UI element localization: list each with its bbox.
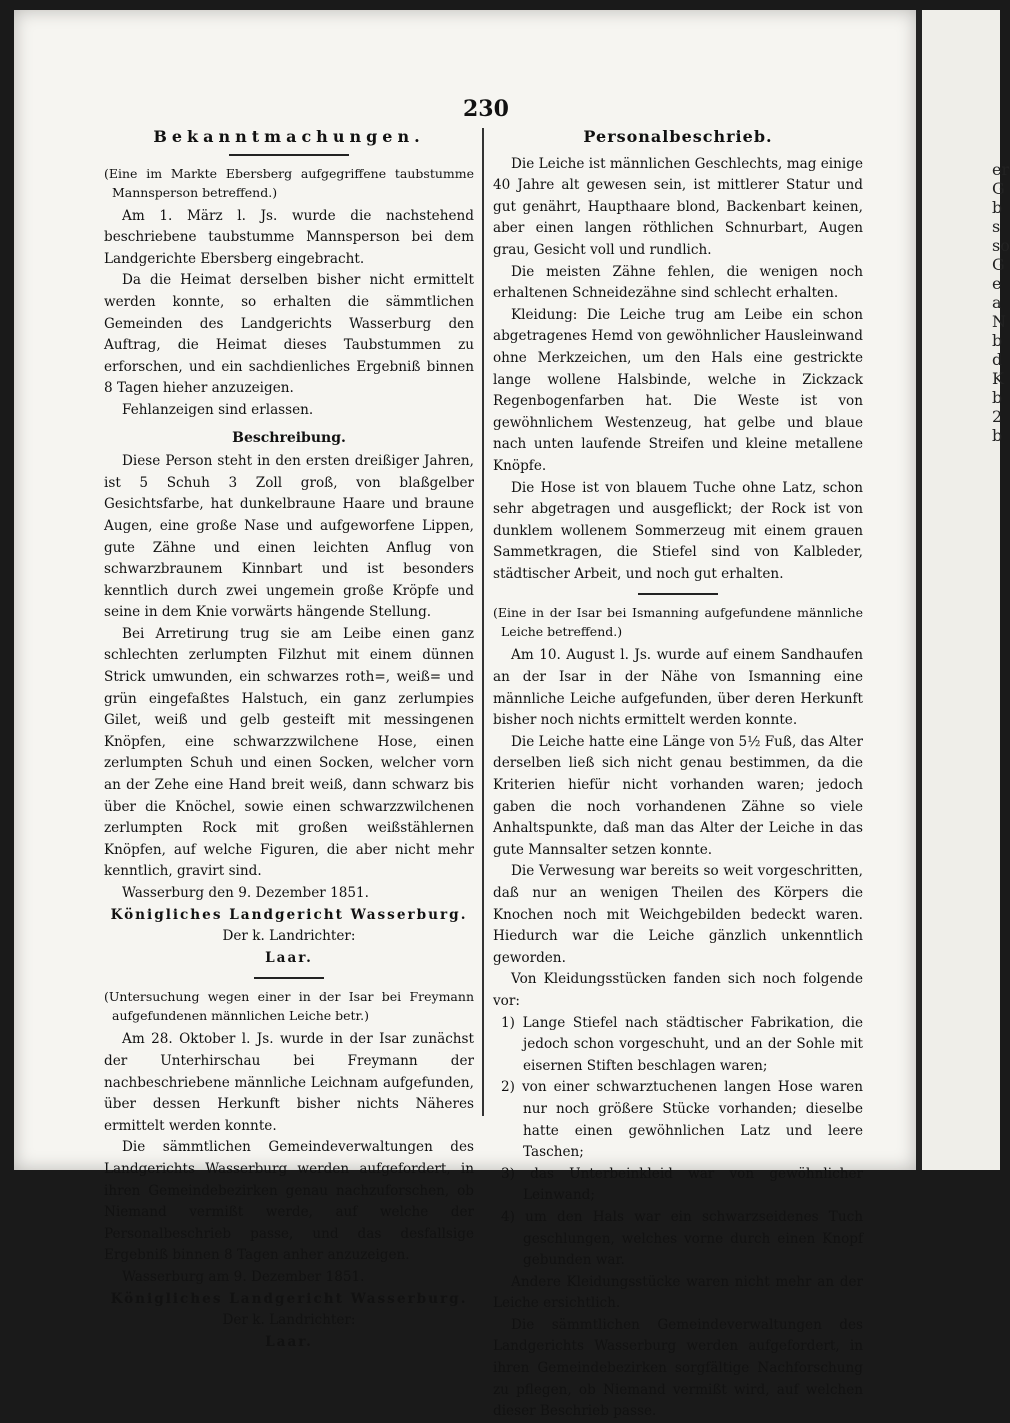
fragment: a xyxy=(992,293,1002,312)
paragraph: Fehlanzeigen sind erlassen. xyxy=(122,401,314,418)
paragraph: Da die Heimat derselben bisher nicht ermittelt werden konnte, so erhalten die sämmtlichen Gemeinden des Landgerichts Wasserburg den Auftrag, die Heimat dieses Taubstummen zu erforschen, und ein sachdienliches Ergebniß binnen 8 Tagen hieher anzuzeigen. xyxy=(104,272,474,397)
list-item: 1) Lange Stiefel nach städtischer Fabrikation, die jedoch schon vorgeschuht, und an der Sohle mit eisernen Stiften beschlagen waren; xyxy=(501,1014,863,1074)
paragraph: Die meisten Zähne fehlen, die wenigen noch erhaltenen Schneidezähne sind schlecht erhalten. xyxy=(493,263,863,302)
court-signature: Königliches Landgericht Wasserburg. xyxy=(110,1290,468,1307)
fragment: b xyxy=(992,331,1003,350)
fragment: s xyxy=(992,217,1001,236)
paragraph: Die Leiche hatte eine Länge von 5½ Fuß, das Alter derselben ließ sich nicht genau bestimmen, da die Kriterien hiefür nicht vorhanden waren; jedoch gaben die noch vorhandenen Zähne so viele Anhaltspunkte, daß man das Alter der Leiche in das gute Mannsalter setzen konnte. xyxy=(493,733,863,858)
notice-subject: (Eine im Markte Ebersberg aufgegriffene taubstumme Mannsperson betreffend.) xyxy=(104,165,474,200)
paragraph: Am 10. August l. Js. wurde auf einem Sandhaufen an der Isar in der Nähe von Ismanning eine männliche Leiche aufgefunden, über deren Herkunft bisher noch nichts ermittelt werden konnte. xyxy=(493,647,863,729)
fragment: G xyxy=(992,179,1005,198)
fragment: G xyxy=(992,255,1005,274)
paragraph: Kleidung: Die Leiche trug am Leibe ein schon abgetragenes Hemd von gewöhnlicher Hausleinwand ohne Merkzeichen, um den Hals eine gestrickte lange wollene Halsbinde, welche in Zickzack Regenbogenfarben hat. Die Weste ist von gewöhnlichem Westenzeug, hat gelbe und blaue nach unten laufende Streifen und kleine metallene Knöpfe. xyxy=(493,306,863,474)
right-column xyxy=(493,126,863,1423)
page-number: 230 xyxy=(463,96,509,122)
paragraph: Die Verwesung war bereits so weit vorgeschritten, daß nur an wenigen Theilen des Körpers die Knochen noch mit Weichgebilden bedeckt waren. Hiedurch war die Leiche gänzlich unkenntlich geworden. xyxy=(493,863,863,966)
paragraph: Die Hose ist von blauem Tuche ohne Latz, schon sehr abgetragen und ausgeflickt; der Rock ist von dunklem wollenem Sommerzeug mit einem grauen Sammetkragen, die Stiefel sind von Kalbleder, städtischer Arbeit, und noch gut erhalten. xyxy=(493,479,863,582)
fragment: N xyxy=(992,312,1006,331)
fragment: b xyxy=(992,426,1003,445)
heading-rule xyxy=(229,154,349,156)
list-item: 4) um den Hals war ein schwarzseidenes Tuch geschlungen, welches vorne durch einen Knopf gebunden war. xyxy=(501,1208,863,1269)
separator-rule xyxy=(254,977,324,979)
court-signature: Königliches Landgericht Wasserburg. xyxy=(110,906,468,923)
paragraph: Die sämmtlichen Gemeindeverwaltungen des Landgerichts Wasserburg werden aufgefordert, in ihren Gemeindebezirken genau nachzuforschen, ob Niemand vermißt werde, auf welche der Personalbeschrieb passe, und das desfallsige Ergebniß binnen 8 Tagen anher anzuzeigen. xyxy=(104,1139,474,1264)
next-page-fragments xyxy=(992,160,1010,445)
notice-subject: (Eine in der Isar bei Ismanning aufgefundene männliche Leiche betreffend.) xyxy=(493,605,863,640)
fragment: K xyxy=(992,369,1004,388)
paragraph: Am 28. Oktober l. Js. wurde in der Isar zunächst der Unterhirschau bei Freymann der nachbeschriebene männliche Leichnam aufgefunden, über dessen Herkunft bisher nichts Näheres ermittelt werden konnte. xyxy=(104,1031,474,1134)
notice-subject: (Untersuchung wegen einer in der Isar bei Freymann aufgefundenen männlichen Leiche betr.) xyxy=(104,989,474,1024)
column-divider xyxy=(482,128,484,716)
paragraph: Diese Person steht in den ersten dreißiger Jahren, ist 5 Schuh 3 Zoll groß, von blaßgelber Gesichtsfarbe, hat dunkelbraune Haare und braune Augen, eine große Nase und aufgeworfene Lippen, gute Zähne und einen leichten Anflug von schwarzbraunem Kinnbart und ist besonders kenntlich durch zwei ungemein große Kröpfe und seine in dem Knie vorwärts hängende Stellung. xyxy=(104,453,474,621)
paragraph: Die Leiche ist männlichen Geschlechts, mag einige 40 Jahre alt gewesen sein, ist mittlerer Statur und gut genährt, Haupthaare blond, Backenbart keinen, aber einen langen röthlichen Schnurbart, Augen grau, Gesicht voll und rundlich. xyxy=(493,155,863,258)
subheading: Beschreibung. xyxy=(232,429,346,446)
separator-rule xyxy=(638,593,718,595)
judge-title: Der k. Landrichter: xyxy=(222,928,356,945)
paragraph: Die sämmtlichen Gemeindeverwaltungen des Landgerichts Wasserburg werden aufgefordert, in ihren Gemeindebezirken sorgfältige Nachforschung zu pflegen, ob Niemand vermißt wird, auf welchen dieser Beschrieb passe. xyxy=(493,1316,863,1420)
section-heading: Bekanntmachungen. xyxy=(153,127,425,146)
fragment: er xyxy=(992,160,1010,179)
place-date: Wasserburg den 9. Dezember 1851. xyxy=(122,885,370,901)
list-item: 3) das Unterbeinkleid war von gewöhnlicher Leinwand; xyxy=(501,1165,863,1204)
fragment: so xyxy=(992,236,1010,255)
judge-title: Der k. Landrichter: xyxy=(222,1312,356,1329)
list-item: 2) von einer schwarztuchenen langen Hose waren nur noch größere Stücke vorhanden; dieselbe hatte einen gewöhnlichen Latz und leere Taschen; xyxy=(501,1079,863,1161)
fragment: e xyxy=(992,274,1002,293)
fragment: b xyxy=(992,388,1003,407)
paragraph: Bei Arretirung trug sie am Leibe einen ganz schlechten zerlumpten Filzhut mit einem dünnen Strick umwunden, ein schwarzes roth=, weiß= und grün eingefaßtes Halstuch, ein ganz zerlumpies Gilet, weiß und gelb gesteift mit messingenen Knöpfen, eine schwarzzwilchene Hose, einen zerlumpten Schuh und einen Socken, welcher vorn an der Zehe eine Hand breit weiß, dann schwarz bis über die Knöchel, sowie einen schwarzzwilchenen zerlumpten Rock mit großen weißstählernen Knöpfen, auf welche Figuren, die aber nicht mehr kenntlich, gravirt sind. xyxy=(104,625,474,880)
fragment: 2 xyxy=(992,407,1003,426)
judge-name: Laar. xyxy=(265,949,313,966)
fragment: d xyxy=(992,350,1003,369)
place-date: Wasserburg am 9. Dezember 1851. xyxy=(122,1268,365,1285)
left-column xyxy=(104,126,474,1353)
next-page-edge xyxy=(922,10,1010,1170)
paragraph: Am 1. März l. Js. wurde die nachstehend beschriebene taubstumme Mannsperson bei dem Landgerichte Ebersberg eingebracht. xyxy=(104,207,474,267)
section-heading: Personalbeschrieb. xyxy=(583,127,773,146)
paragraph: Von Kleidungsstücken fanden sich noch folgende vor: xyxy=(493,971,863,1009)
paragraph: Andere Kleidungsstücke waren nicht mehr an der Leiche ersichtlich. xyxy=(493,1273,863,1312)
fragment: b xyxy=(992,198,1003,217)
judge-name: Laar. xyxy=(265,1333,313,1350)
column-divider xyxy=(482,716,484,1116)
